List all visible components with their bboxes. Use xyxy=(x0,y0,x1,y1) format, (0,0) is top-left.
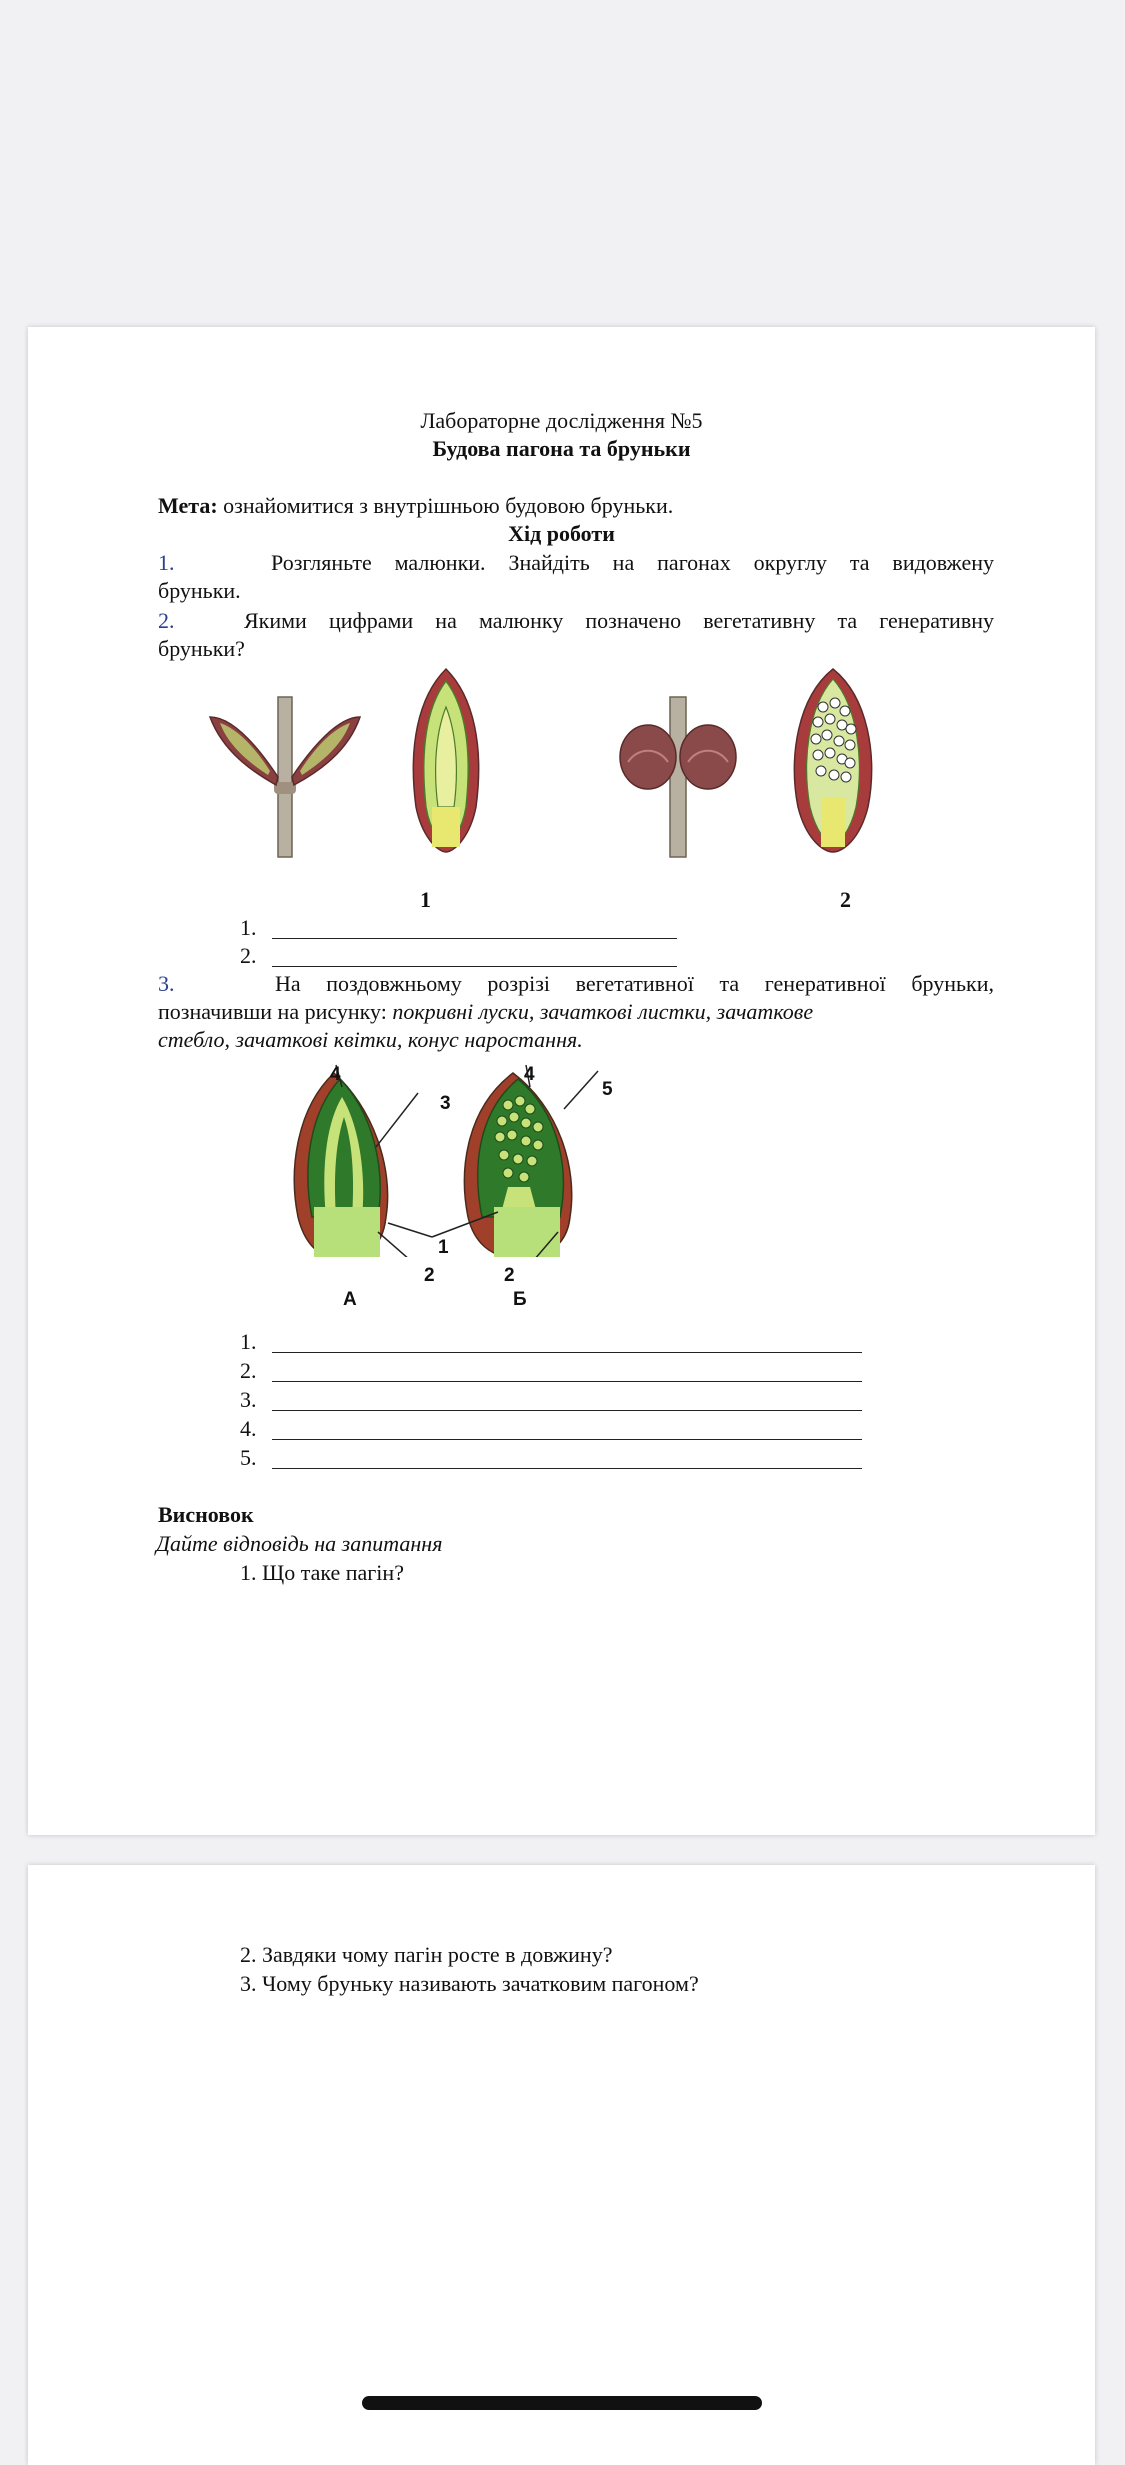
shoot-2-illustration xyxy=(620,697,736,857)
answer-b3-line[interactable] xyxy=(272,1410,862,1411)
task2-line1: Якими цифрами на малюнку позначено вегетативну та генеративну xyxy=(244,608,994,633)
figure-buds-overview xyxy=(198,667,918,867)
answer-b2-number: 2. xyxy=(240,1358,257,1383)
bud-b-section xyxy=(464,1073,571,1257)
bud-a-label: А xyxy=(343,1289,357,1310)
task3-line2-plain: позначивши на рисунку: xyxy=(158,999,393,1024)
bud-2-section xyxy=(794,669,871,852)
task3-line2-italic: покривні луски, зачаткові листки, зачаткове xyxy=(392,999,814,1024)
shoot-1-illustration xyxy=(210,697,360,857)
task1-line1: Розгляньте малюнки. Знайдіть на пагонах округлу та видовжену xyxy=(271,550,994,575)
answer-b2-line[interactable] xyxy=(272,1381,862,1382)
callout-2-b: 2 xyxy=(504,1265,515,1286)
answer-b5-number: 5. xyxy=(240,1445,257,1470)
callout-5: 5 xyxy=(602,1079,613,1100)
task3-line3: стебло, зачаткові квітки, конус наростання. xyxy=(158,1027,583,1052)
answer-a1-number: 1. xyxy=(240,915,257,940)
task1-number: 1. xyxy=(158,550,175,575)
home-indicator[interactable] xyxy=(362,2396,762,2410)
bud-a-section xyxy=(294,1073,387,1257)
procedure-heading: Хід роботи xyxy=(508,521,615,546)
goal-line xyxy=(158,492,673,520)
task1-line2: бруньки. xyxy=(158,578,241,603)
conclusion-heading: Висновок xyxy=(158,1502,254,1527)
answer-b1-line[interactable] xyxy=(272,1352,862,1353)
bud-1-section xyxy=(413,669,478,852)
document-page-2 xyxy=(28,1865,1095,2465)
lab-subtitle: Будова пагона та бруньки xyxy=(432,436,691,461)
figure1-label-2: 2 xyxy=(840,887,851,912)
lab-title: Лабораторне дослідження №5 xyxy=(420,408,703,433)
question-2: 2. Завдяки чому пагін росте в довжину? xyxy=(240,1942,613,1967)
answer-b4-number: 4. xyxy=(240,1416,257,1441)
task3-line1: На поздовжньому розрізі вегетативної та генеративної бруньки, xyxy=(275,971,994,996)
answer-a2-number: 2. xyxy=(240,943,257,968)
figure-bud-sections xyxy=(268,1057,688,1257)
callout-1: 1 xyxy=(438,1237,449,1258)
callout-4-a: 4 xyxy=(330,1064,341,1085)
question-1: 1. Що таке пагін? xyxy=(240,1560,404,1585)
answer-b4-line[interactable] xyxy=(272,1439,862,1440)
figure1-label-1: 1 xyxy=(420,887,431,912)
task2-number: 2. xyxy=(158,608,175,633)
callout-3: 3 xyxy=(440,1093,451,1114)
answer-b5-line[interactable] xyxy=(272,1468,862,1469)
conclusion-instruction: Дайте відповідь на запитання xyxy=(156,1531,443,1556)
goal-label: Мета: xyxy=(158,493,218,518)
answer-b1-number: 1. xyxy=(240,1329,257,1354)
question-3: 3. Чому бруньку називають зачатковим пагоном? xyxy=(240,1971,699,1996)
answer-a2-line[interactable] xyxy=(272,966,677,967)
task3-line2 xyxy=(158,998,813,1026)
document-page-1 xyxy=(28,327,1095,1835)
answer-a1-line[interactable] xyxy=(272,938,677,939)
task3-number: 3. xyxy=(158,971,175,996)
bud-b-label: Б xyxy=(513,1289,527,1310)
callout-2-a: 2 xyxy=(424,1265,435,1286)
task2-line2: бруньки? xyxy=(158,636,245,661)
goal-text: ознайомитися з внутрішньою будовою бруньки. xyxy=(217,493,674,518)
callout-4-b: 4 xyxy=(524,1064,535,1085)
answer-b3-number: 3. xyxy=(240,1387,257,1412)
